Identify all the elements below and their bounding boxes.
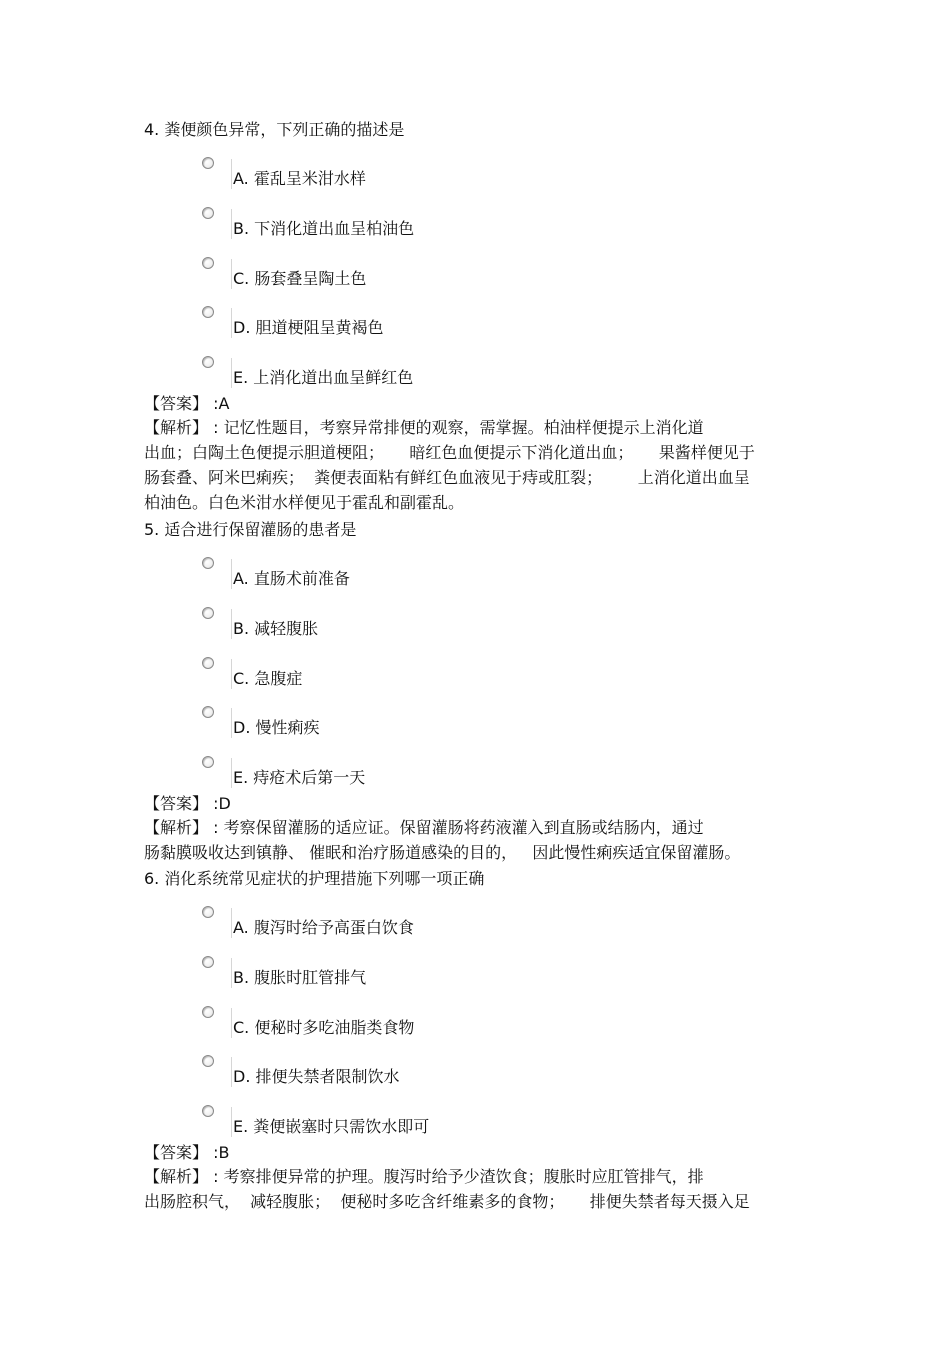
option-b[interactable] [200, 207, 800, 241]
option-divider [231, 1107, 232, 1137]
option-label: B. 减轻腹胀 [233, 619, 319, 638]
radio-button-icon[interactable] [202, 557, 214, 569]
option-label: D. 排便失禁者限制饮水 [233, 1067, 400, 1086]
analysis-line: 出血；白陶土色便提示胆道梗阻； 暗红色血便提示下消化道出血； 果酱样便见于 [144, 443, 755, 462]
option-divider [231, 659, 232, 689]
analysis-line: 【解析】 : 记忆性题目，考察异常排便的观察，需掌握。柏油样便提示上消化道 [144, 418, 704, 437]
option-divider [231, 609, 232, 639]
option-divider [231, 958, 232, 988]
option-label: E. 上消化道出血呈鲜红色 [233, 368, 414, 387]
option-label: E. 痔疮术后第一天 [233, 768, 366, 787]
option-e[interactable] [200, 1105, 800, 1139]
radio-button-icon[interactable] [202, 1105, 214, 1117]
option-label: C. 急腹症 [233, 669, 303, 688]
option-d[interactable] [200, 706, 800, 740]
option-divider [231, 159, 232, 189]
radio-button-icon[interactable] [202, 257, 214, 269]
option-c[interactable] [200, 657, 800, 691]
option-a[interactable] [200, 157, 800, 191]
option-b[interactable] [200, 956, 800, 990]
radio-button-icon[interactable] [202, 906, 214, 918]
radio-button-icon[interactable] [202, 356, 214, 368]
radio-button-icon[interactable] [202, 157, 214, 169]
radio-button-icon[interactable] [202, 956, 214, 968]
radio-button-icon[interactable] [202, 657, 214, 669]
option-divider [231, 708, 232, 738]
option-label: A. 直肠术前准备 [233, 569, 350, 588]
option-divider [231, 308, 232, 338]
option-divider [231, 259, 232, 289]
option-divider [231, 559, 232, 589]
option-divider [231, 1008, 232, 1038]
option-divider [231, 758, 232, 788]
answer-line: 【答案】 :A [144, 394, 230, 413]
option-divider [231, 908, 232, 938]
option-d[interactable] [200, 1055, 800, 1089]
radio-button-icon[interactable] [202, 756, 214, 768]
option-label: B. 下消化道出血呈柏油色 [233, 219, 415, 238]
radio-button-icon[interactable] [202, 1006, 214, 1018]
option-label: A. 霍乱呈米泔水样 [233, 169, 366, 188]
option-label: C. 肠套叠呈陶土色 [233, 269, 367, 288]
option-divider [231, 209, 232, 239]
option-label: B. 腹胀时肛管排气 [233, 968, 367, 987]
radio-button-icon[interactable] [202, 306, 214, 318]
option-d[interactable] [200, 306, 800, 340]
option-b[interactable] [200, 607, 800, 641]
answer-line: 【答案】 :B [144, 1143, 230, 1162]
radio-button-icon[interactable] [202, 607, 214, 619]
radio-button-icon[interactable] [202, 207, 214, 219]
analysis-line: 柏油色。白色米泔水样便见于霍乱和副霍乱。 [144, 493, 465, 512]
option-label: D. 慢性痢疾 [233, 718, 320, 737]
radio-button-icon[interactable] [202, 1055, 214, 1067]
option-e[interactable] [200, 756, 800, 790]
option-label: D. 胆道梗阻呈黄褐色 [233, 318, 384, 337]
answer-line: 【答案】 :D [144, 794, 231, 813]
option-a[interactable] [200, 557, 800, 591]
analysis-line: 出肠腔积气， 减轻腹胀； 便秘时多吃含纤维素多的食物； 排便失禁者每天摄入足 [144, 1192, 750, 1211]
analysis-line: 【解析】 : 考察保留灌肠的适应证。保留灌肠将药液灌入到直肠或结肠内，通过 [144, 818, 704, 837]
option-label: C. 便秘时多吃油脂类食物 [233, 1018, 415, 1037]
question-title: 4. 粪便颜色异常，下列正确的描述是 [144, 120, 405, 139]
option-label: A. 腹泻时给予高蛋白饮食 [233, 918, 414, 937]
option-a[interactable] [200, 906, 800, 940]
option-c[interactable] [200, 257, 800, 291]
question-title: 6. 消化系统常见症状的护理措施下列哪一项正确 [144, 869, 485, 888]
option-divider [231, 358, 232, 388]
option-e[interactable] [200, 356, 800, 390]
question-title: 5. 适合进行保留灌肠的患者是 [144, 520, 357, 539]
analysis-line: 肠黏膜吸收达到镇静、 催眠和治疗肠道感染的目的， 因此慢性痢疾适宜保留灌肠。 [144, 843, 741, 862]
analysis-line: 【解析】 : 考察排便异常的护理。腹泻时给予少渣饮食；腹胀时应肛管排气，排 [144, 1167, 704, 1186]
option-divider [231, 1057, 232, 1087]
option-label: E. 粪便嵌塞时只需饮水即可 [233, 1117, 430, 1136]
option-c[interactable] [200, 1006, 800, 1040]
analysis-line: 肠套叠、阿米巴痢疾； 粪便表面粘有鲜红色血液见于痔或肛裂； 上消化道出血呈 [144, 468, 750, 487]
radio-button-icon[interactable] [202, 706, 214, 718]
